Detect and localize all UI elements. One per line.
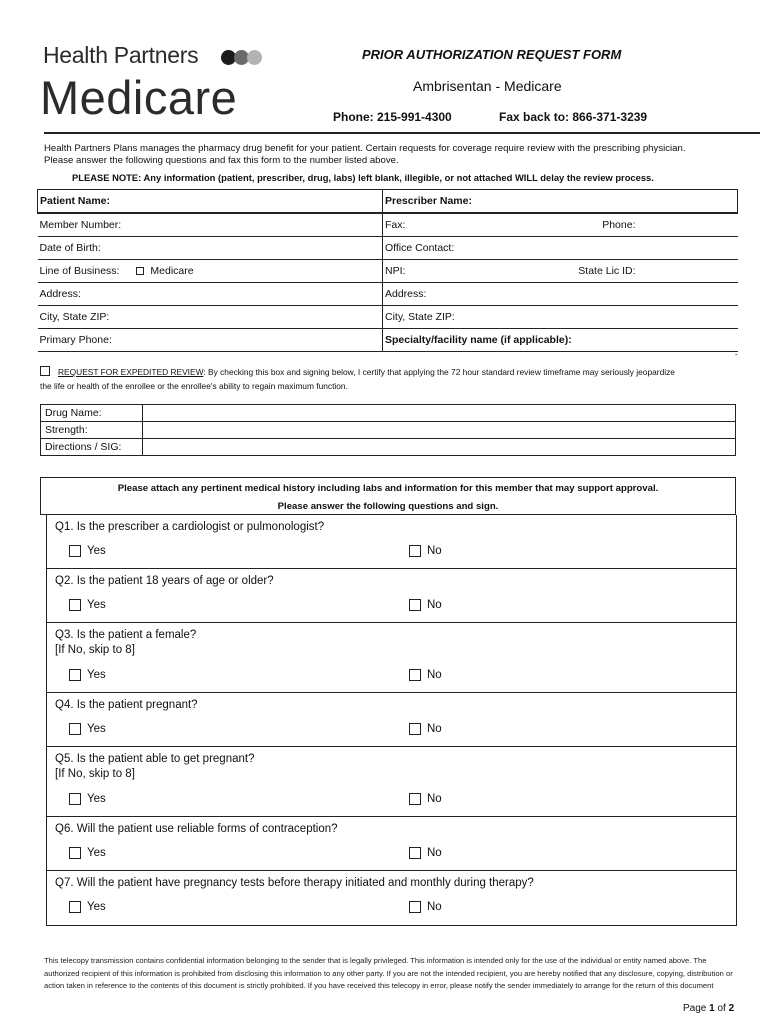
prescriber-city-field[interactable]: City, State ZIP: <box>383 306 738 329</box>
yes-label: Yes <box>87 847 106 859</box>
q1-yes-checkbox[interactable] <box>69 545 81 557</box>
yes-label: Yes <box>87 669 106 681</box>
header-divider <box>44 132 760 134</box>
q7-no-checkbox[interactable] <box>409 901 421 913</box>
question-q3 <box>46 623 737 693</box>
yes-label: Yes <box>87 793 106 805</box>
drug-table <box>40 404 736 456</box>
logo-dots-icon <box>221 50 263 66</box>
form-title: PRIOR AUTHORIZATION REQUEST FORM <box>362 47 622 62</box>
question-line-2: [If No, skip to 8] <box>55 768 135 780</box>
attach-line-1: Please attach any pertinent medical history including labs and information for this member that may support approval. <box>117 483 659 494</box>
q2-no-checkbox[interactable] <box>409 599 421 611</box>
expedited-text-2: the life or health of the enrollee or the enrollee's ability to regain maximum function. <box>40 381 348 391</box>
intro-line-2: Please answer the following questions and fax this form to the number listed above. <box>44 155 399 166</box>
yes-label: Yes <box>87 901 106 913</box>
fax-phone-row <box>383 213 738 237</box>
q1-no-option[interactable] <box>409 545 442 557</box>
prescriber-name-field[interactable]: Prescriber Name: <box>383 190 738 214</box>
specialty-field[interactable]: Specialty/facility name (if applicable): <box>383 329 738 352</box>
prescriber-address-field[interactable]: Address: <box>383 283 738 306</box>
page-total: 2 <box>728 1003 735 1014</box>
page-current: 1 <box>709 1003 715 1014</box>
patient-address-field[interactable]: Address: <box>38 283 383 306</box>
question-text: Q7. Will the patient have pregnancy tests before therapy initiated and monthly during therapy? <box>55 877 534 889</box>
stray-mark: - <box>735 350 738 359</box>
q7-yes-option[interactable] <box>69 901 106 913</box>
no-label: No <box>427 793 442 805</box>
strength-input[interactable] <box>143 422 736 439</box>
fax-number: Fax back to: 866-371-3239 <box>499 110 648 124</box>
question-text: Q2. Is the patient 18 years of age or older? <box>55 575 274 587</box>
question-q5 <box>46 747 737 817</box>
question-text: Q6. Will the patient use reliable forms of contraception? <box>55 823 338 835</box>
lob-medicare-label: Medicare <box>150 265 194 277</box>
page-number <box>683 1003 734 1014</box>
attach-line-2: Please answer the following questions and sign. <box>277 501 499 512</box>
no-label: No <box>427 545 442 557</box>
q2-yes-checkbox[interactable] <box>69 599 81 611</box>
q1-no-checkbox[interactable] <box>409 545 421 557</box>
question-line-1: Q5. Is the patient able to get pregnant? <box>55 753 255 765</box>
phone-number: Phone: 215-991-4300 <box>333 110 452 124</box>
lob-medicare-checkbox[interactable] <box>136 267 144 275</box>
question-q7 <box>46 871 737 926</box>
patient-prescriber-table <box>37 189 738 352</box>
q6-yes-checkbox[interactable] <box>69 847 81 859</box>
line-of-business-row <box>38 260 383 283</box>
q6-no-option[interactable] <box>409 847 442 859</box>
q5-no-option[interactable] <box>409 793 442 805</box>
q6-yes-option[interactable] <box>69 847 106 859</box>
question-line-1: Q3. Is the patient a female? <box>55 629 197 641</box>
drug-name-input[interactable] <box>143 405 736 422</box>
yes-label: Yes <box>87 599 106 611</box>
q7-no-option[interactable] <box>409 901 442 913</box>
attach-instructions <box>40 477 736 515</box>
expedited-checkbox[interactable] <box>40 366 50 376</box>
q5-yes-option[interactable] <box>69 793 106 805</box>
yes-label: Yes <box>87 723 106 735</box>
question-line-2: [If No, skip to 8] <box>55 644 135 656</box>
q3-no-checkbox[interactable] <box>409 669 421 681</box>
q7-yes-checkbox[interactable] <box>69 901 81 913</box>
no-label: No <box>427 669 442 681</box>
q3-yes-checkbox[interactable] <box>69 669 81 681</box>
q4-yes-checkbox[interactable] <box>69 723 81 735</box>
npi-row <box>383 260 738 283</box>
patient-name-field[interactable]: Patient Name: <box>38 190 383 214</box>
logo-text-top: Health Partners <box>43 42 199 68</box>
question-text: Q4. Is the patient pregnant? <box>55 699 198 711</box>
prescriber-fax-field[interactable]: Fax: <box>385 219 406 231</box>
no-label: No <box>427 847 442 859</box>
question-q4 <box>46 693 737 747</box>
question-text <box>55 628 196 658</box>
question-q6 <box>46 817 737 871</box>
form-subtitle: Ambrisentan - Medicare <box>413 78 562 94</box>
directions-input[interactable] <box>143 439 736 456</box>
q5-no-checkbox[interactable] <box>409 793 421 805</box>
member-number-field[interactable]: Member Number: <box>38 213 383 237</box>
q2-no-option[interactable] <box>409 599 442 611</box>
expedited-text: : By checking this box and signing below, I certify that applying the 72 hour standard review timeframe may seriously jeopardize <box>203 367 675 377</box>
state-lic-field[interactable]: State Lic ID: <box>578 265 636 277</box>
no-label: No <box>427 901 442 913</box>
intro-line-1: Health Partners Plans manages the pharmacy drug benefit for your patient. Certain requests for coverage require review with the prescribing physician. <box>44 143 686 154</box>
confidentiality-disclaimer: This telecopy transmission contains confidential information belonging to the sender that is legally privileged. This information is intended only for the use of the individual or entity named above. The authorized recipient of this information is prohibited from disclosing this information to any other party. If you are not the intended recipient, you are hereby notified that any disclosure, copying, distribution or action taken in reference to the contents of this document is strictly prohibited. If you have received this telecopy in error, please notify the sender immediately to arrange for the return of this document <box>44 956 733 991</box>
q1-yes-option[interactable] <box>69 545 106 557</box>
page-of: of <box>714 1003 729 1014</box>
page-prefix: Page <box>683 1003 710 1014</box>
question-q1 <box>46 515 737 569</box>
prescriber-phone-field[interactable]: Phone: <box>602 219 636 231</box>
line-of-business-label: Line of Business: <box>39 265 120 277</box>
office-contact-field[interactable]: Office Contact: <box>383 237 738 260</box>
q4-no-option[interactable] <box>409 723 442 735</box>
q3-no-option[interactable] <box>409 669 442 681</box>
q4-no-checkbox[interactable] <box>409 723 421 735</box>
lob-medicare-option[interactable] <box>136 265 193 277</box>
intro-text <box>44 143 760 167</box>
q2-yes-option[interactable] <box>69 599 106 611</box>
q6-no-checkbox[interactable] <box>409 847 421 859</box>
directions-label: Directions / SIG: <box>41 439 143 456</box>
q3-yes-option[interactable] <box>69 669 106 681</box>
npi-field[interactable]: NPI: <box>385 265 406 277</box>
yes-label: Yes <box>87 545 106 557</box>
please-note: PLEASE NOTE: Any information (patient, prescriber, drug, labs) left blank, illegible, or not attached WILL delay the review process. <box>72 172 654 183</box>
drug-name-label: Drug Name: <box>41 405 143 422</box>
q5-yes-checkbox[interactable] <box>69 793 81 805</box>
q4-yes-option[interactable] <box>69 723 106 735</box>
expedited-label: REQUEST FOR EXPEDITED REVIEW <box>58 367 204 377</box>
no-label: No <box>427 723 442 735</box>
no-label: No <box>427 599 442 611</box>
expedited-review <box>40 365 740 393</box>
logo-text-medicare: Medicare <box>40 71 238 124</box>
question-q2 <box>46 569 737 623</box>
strength-label: Strength: <box>41 422 143 439</box>
primary-phone-field[interactable]: Primary Phone: <box>38 329 383 352</box>
question-text <box>55 752 254 782</box>
dob-field[interactable]: Date of Birth: <box>38 237 383 260</box>
question-text: Q1. Is the prescriber a cardiologist or pulmonologist? <box>55 521 325 533</box>
patient-city-field[interactable]: City, State ZIP: <box>38 306 383 329</box>
